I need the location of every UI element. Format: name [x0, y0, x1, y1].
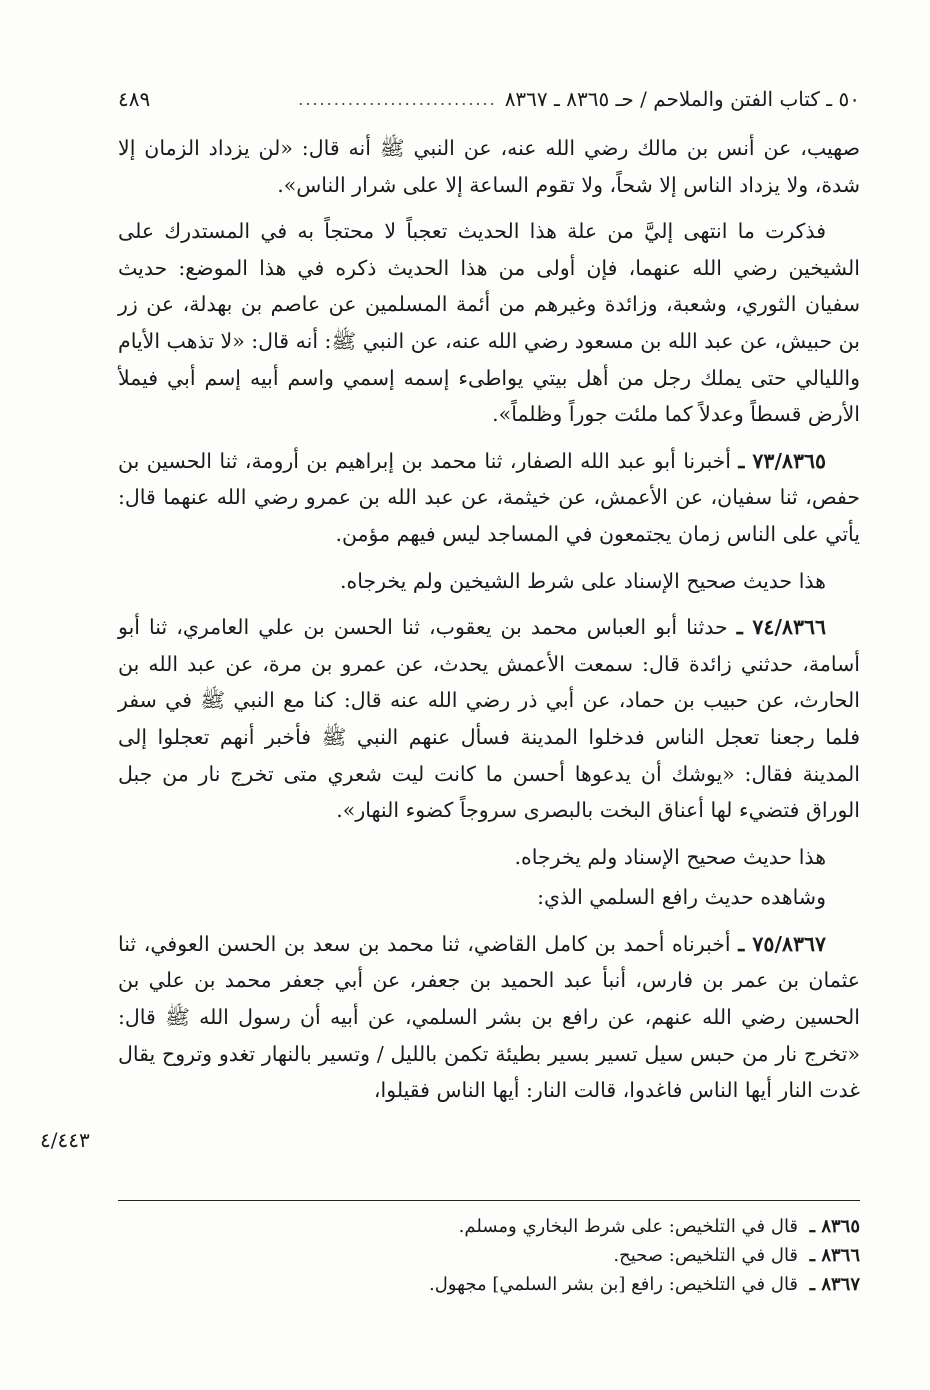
footnote-divider — [118, 1200, 860, 1201]
footnote — [118, 1270, 860, 1299]
witness-line — [118, 879, 860, 916]
header-leader-dots: ............................ — [298, 89, 497, 109]
footnote-number: ٨٣٦٧ ـ — [809, 1274, 860, 1295]
paragraph — [118, 213, 860, 433]
paragraph-text: أخبرناه أحمد بن كامل القاضي، ثنا محمد بن سعد بن الحسن العوفي، ثنا عثمان بن عمر بن فارس، أنبأ عبد الحميد بن جعفر، عن أبي جعفر محمد بن علي بن الحسين رضي الله عنهم، عن رافع بن بشر السلمي، عن أبيه أن رسول الله ﷺ قال: «تخرج نار من حبس سيل تسير بسير بطيئة تكمن بالليل / وتسير بالنهار تغدو وتروح يقال غدت النار أيها الناس فاغدوا، قالت النار: أيها الناس فقيلوا، — [118, 931, 860, 1103]
hadith-number: ٧٣/٨٣٦٥ ـ — [738, 448, 826, 473]
footnote-text: قال في التلخيص: صحيح. — [613, 1245, 799, 1266]
page-number: ٤٨٩ — [118, 87, 151, 111]
footnote — [118, 1241, 860, 1270]
paragraph-text: صهيب، عن أنس بن مالك رضي الله عنه، عن النبي ﷺ أنه قال: «لن يزداد الزمان إلا شدة، ولا يزداد الناس إلا شحاً، ولا تقوم الساعة إلا على شرار الناس». — [118, 136, 860, 197]
paragraph — [118, 130, 860, 203]
paragraph-text: هذا حديث صحيح الإسناد على شرط الشيخين ولم يخرجاه. — [339, 568, 826, 593]
footnote — [118, 1212, 860, 1241]
footnote-number: ٨٣٦٥ ـ — [809, 1216, 860, 1237]
main-text — [118, 130, 860, 1119]
paragraph-text: فذكرت ما انتهى إليَّ من علة هذا الحديث تعجباً لا محتجاً به في المستدرك على الشيخين رضي الله عنهما، فإن أولى من هذا الحديث ذكره في هذا الموضع: حديث سفيان الثوري، وشعبة، وزائدة وغيرهم من أئمة المسلمين عن عاصم بن بهدلة، عن زر بن حبيش، عن عبد الله بن مسعود رضي الله عنه، عن النبي ﷺ: أنه قال: «لا تذهب الأيام والليالي حتى يملك رجل من أهل بيتي يواطىء إسمه إسمي واسم أبيه إسم أبي فيملأ الأرض قسطاً وعدلاً كما ملئت جوراً وظلماً». — [118, 219, 860, 427]
footnote-text: قال في التلخيص: رافع [بن بشر السلمي] مجهول. — [428, 1274, 799, 1295]
hadith-entry-8366 — [118, 609, 860, 829]
margin-reference: ٤/٤٤٣ — [40, 1128, 90, 1152]
footnote-text: قال في التلخيص: على شرط البخاري ومسلم. — [458, 1216, 799, 1237]
header-title: ٥٠ ـ كتاب الفتن والملاحم / حـ ٨٣٦٥ ـ ٨٣٦٧ — [504, 87, 860, 111]
running-header — [118, 82, 860, 116]
grading-line — [118, 563, 860, 600]
hadith-number: ٧٤/٨٣٦٦ ـ — [736, 615, 826, 640]
hadith-entry-8365 — [118, 443, 860, 553]
hadith-number: ٧٥/٨٣٦٧ ـ — [738, 931, 826, 956]
footnote-number: ٨٣٦٦ ـ — [809, 1245, 860, 1266]
grading-line — [118, 839, 860, 876]
paragraph-text: حدثنا أبو العباس محمد بن يعقوب، ثنا الحسن بن علي العامري، ثنا أبو أسامة، حدثني زائدة قال: سمعت الأعمش يحدث، عن عمرو بن مرة، عن عبد الله بن الحارث، عن حبيب بن حماد، عن أبي ذر رضي الله عنه قال: كنا مع النبي ﷺ في سفر فلما رجعنا تعجل الناس فدخلوا المدينة فسأل عنهم النبي ﷺ فأخبر أنهم تعجلوا إلى المدينة فقال: «يوشك أن يدعوها أحسن ما كانت ليت شعري متى تخرج نار من جبل الوراق فتضيء لها أعناق البخت بالبصرى سروجاً كضوء النهار». — [118, 615, 860, 823]
footnotes — [118, 1212, 860, 1299]
paragraph-text: هذا حديث صحيح الإسناد ولم يخرجاه. — [514, 844, 826, 869]
hadith-entry-8367 — [118, 926, 860, 1109]
paragraph-text: أخبرنا أبو عبد الله الصفار، ثنا محمد بن إبراهيم بن أرومة، ثنا الحسين بن حفص، ثنا سفيان، عن الأعمش، عن خيثمة، عن عبد الله بن عمرو رضي الله عنهما قال: يأتي على الناس زمان يجتمعون في المساجد ليس فيهم مؤمن. — [118, 448, 860, 546]
paragraph-text: وشاهده حديث رافع السلمي الذي: — [537, 885, 826, 910]
